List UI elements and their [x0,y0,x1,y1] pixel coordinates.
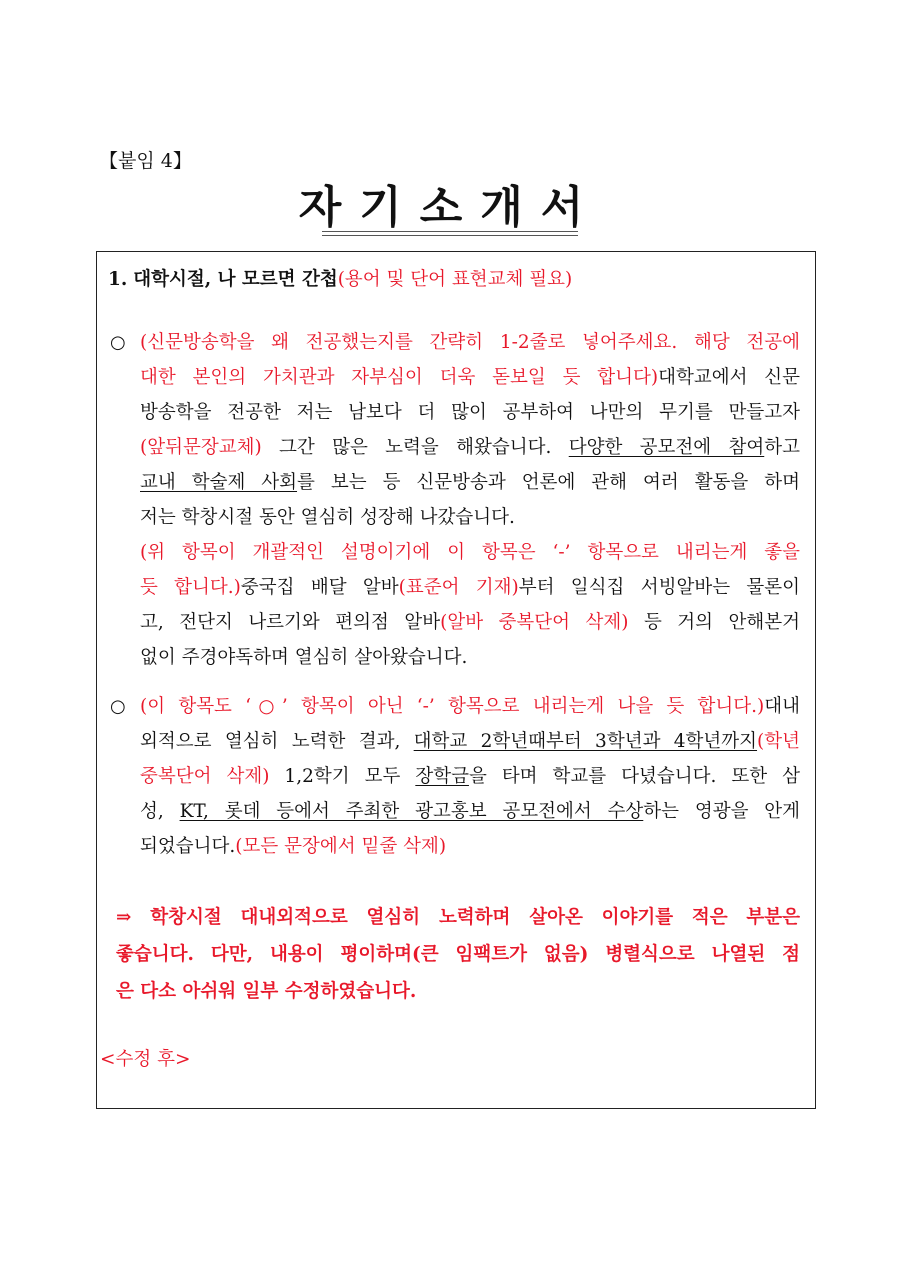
para2-underlined-award: KT, 롯데 등에서 주최한 광고홍보 공모전에서 수상 [179,801,644,822]
para1-line5 [140,471,800,495]
para2-underlined-years: 대학교 2학년때부터 3학년과 4학년까지 [413,731,758,752]
para1-line6: 저는 학창시절 동안 열심히 성장해 나갔습니다. [140,507,515,528]
para2-line2 [140,730,800,754]
para2-text-a: 대내 [764,696,800,717]
para2-text-d1: 성, [140,801,180,822]
bullet-1: ○ [110,332,126,353]
para1-line7: (위 항목이 개괄적인 설명이기에 이 항목은 ‘-’ 항목으로 내리는게 좋을 [140,542,800,563]
para1-text-f1: 중국집 배달 알바 [240,577,399,598]
section-number: 1. [108,269,128,290]
para2-text-c2: 1,2학기 모두 [269,766,416,787]
title-underline [322,231,578,236]
feedback-line1: ⇒ 학창시절 대내외적으로 열심히 노력하며 살아온 이야기를 적은 부분은 [116,907,800,928]
feedback-line2: 좋습니다. 다만, 내용이 평이하며(큰 임팩트가 없음) 병렬식으로 나열된 점 [116,944,800,965]
para1-line10: 없이 주경야독하며 열심히 살아왔습니다. [140,647,468,668]
section-title: 대학시절, 나 모르면 간첩 [133,269,338,290]
section-note: (용어 및 단어 표현교체 필요) [337,269,573,290]
para1-text-g3: 등 거의 안해본거 [628,612,800,633]
para1-text-g1: 고, 전단지 나르기와 편의점 알바 [140,612,441,633]
para1-note-c: (앞뒤문장교체) [140,437,262,458]
para2-line5 [140,835,446,859]
para2-note-e2: (모든 문장에서 밑줄 삭제) [235,836,447,857]
para1-text-c3: 하고 [764,437,800,458]
para2-note-b3: (학년 [757,731,800,752]
para2-note-c1: 중복단어 삭제) [140,766,270,787]
para2-underlined-scholarship: 장학금 [415,766,469,787]
para2-line1 [140,695,800,719]
section-heading [108,268,572,292]
para1-line4 [140,436,800,460]
para1-line9 [140,611,800,635]
para1-note-f: 듯 합니다.) [140,577,241,598]
para2-text-e1: 되었습니다. [140,836,236,857]
para1-underlined-contest: 다양한 공모전에 참여 [568,437,765,458]
para1-underlined-seminar: 교내 학술제 사회 [140,472,298,493]
para1-text-a: 대학교에서 신문 [658,367,801,388]
bullet-2: ○ [110,696,126,717]
para1-line2 [140,366,800,390]
para1-note-g2: (알바 중복단어 삭제) [440,612,629,633]
para1-text-f3: 부터 일식집 서빙알바는 물론이 [518,577,801,598]
para1-line1: (신문방송학을 왜 전공했는지를 간략히 1-2줄로 넣어주세요. 해당 전공에 [140,332,800,353]
feedback-line3: 은 다소 아쉬워 일부 수정하였습니다. [116,981,417,1002]
para1-text-d2: 를 보는 등 신문방송과 언론에 관해 여러 활동을 하며 [297,472,801,493]
para1-note-f2: (표준어 기재) [398,577,519,598]
para2-note-a: (이 항목도 ‘○’ 항목이 아닌 ‘-’ 항목으로 내리는게 나을 듯 합니다.) [140,696,765,717]
after-revision-label: <수정 후> [100,1049,191,1070]
para2-text-c4: 을 타며 학교를 다녔습니다. 또한 삼 [468,766,800,787]
page-title: 자기소개서 [298,182,602,233]
para1-line3: 방송학을 전공한 저는 남보다 더 많이 공부하여 나만의 무기를 만들고자 [140,402,800,423]
para2-text-d3: 하는 영광을 안게 [643,801,800,822]
para1-text-c1: 그간 많은 노력을 해왔습니다. [261,437,569,458]
para1-note-b: 대한 본인의 가치관과 자부심이 더욱 돋보일 듯 합니다) [140,367,659,388]
para2-text-b1: 외적으로 열심히 노력한 결과, [140,731,414,752]
para1-line8 [140,576,800,600]
para2-line4 [140,800,800,824]
attachment-label: 【붙임 4】 [99,150,192,172]
para2-line3 [140,765,800,789]
